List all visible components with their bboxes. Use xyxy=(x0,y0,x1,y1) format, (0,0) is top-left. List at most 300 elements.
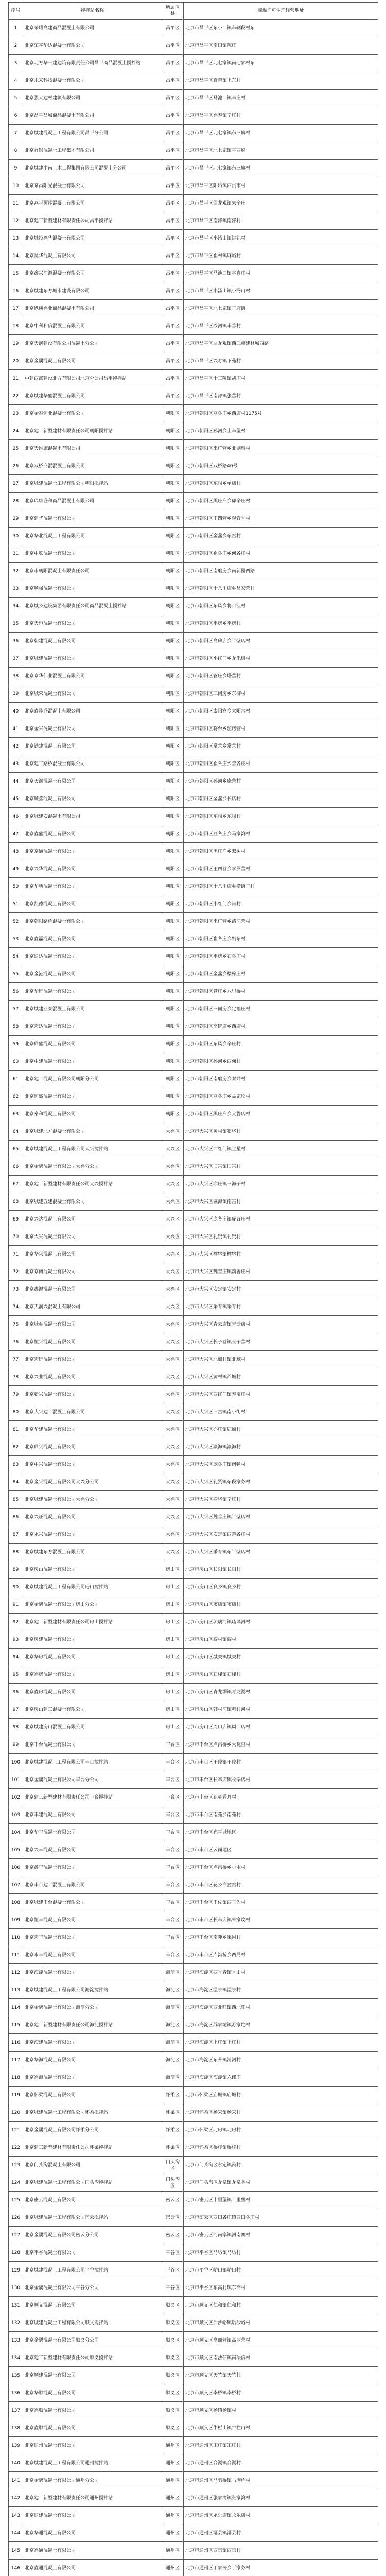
row-index: 125 xyxy=(9,2192,23,2209)
row-district: 大兴区 xyxy=(162,1263,184,1281)
row-address: 北京市丰台区长辛店镇长辛店村 xyxy=(184,1771,378,1789)
row-index: 43 xyxy=(9,755,23,773)
table-row xyxy=(9,2157,378,2174)
table-row xyxy=(9,387,378,405)
row-district: 海淀区 xyxy=(162,1981,184,1999)
row-index: 70 xyxy=(9,1228,23,1246)
row-station-name: 北京恒兴混凝土有限公司 xyxy=(23,1333,162,1351)
row-address: 北京市怀柔区杨宋镇杨宋村 xyxy=(184,2104,378,2122)
table-row xyxy=(9,2016,378,2034)
row-station-name: 北京华海混凝土有限公司 xyxy=(23,2052,162,2069)
row-station-name: 北京兴丰混凝土有限公司 xyxy=(23,1841,162,1859)
row-address: 北京市海淀区苏家坨镇苏家坨村 xyxy=(184,2016,378,2034)
table-row xyxy=(9,738,378,755)
row-address: 北京市朝阳区小红门乡肖村 xyxy=(184,895,378,913)
table-row xyxy=(9,1088,378,1106)
row-address: 北京市通州区西集镇西集村 xyxy=(184,2542,378,2560)
table-row xyxy=(9,1263,378,1281)
row-address: 北京市朝阳区来广营乡北湖渠村 xyxy=(184,440,378,457)
row-station-name: 北京城建混凝土工程有限公司通州搅拌站 xyxy=(23,2454,162,2472)
row-index: 124 xyxy=(9,2174,23,2192)
row-district: 昌平区 xyxy=(162,177,184,195)
row-district: 朝阳区 xyxy=(162,808,184,825)
row-station-name: 北京城建安混凝土有限公司 xyxy=(23,808,162,825)
row-district: 大兴区 xyxy=(162,1176,184,1193)
row-address: 北京市大兴区旧宫镇旧宫村 xyxy=(184,1158,378,1176)
row-address: 北京市通州区永乐店镇永乐店村 xyxy=(184,2507,378,2524)
row-station-name: 北京顺义混凝土有限公司 xyxy=(23,2297,162,2314)
row-district: 通州区 xyxy=(162,2560,184,2576)
row-district: 朝阳区 xyxy=(162,703,184,720)
table-row xyxy=(9,1579,378,1596)
row-station-name: 中建西部建设北方有限公司北京分公司昌平搅拌站 xyxy=(23,370,162,387)
table-body xyxy=(9,20,378,2576)
row-address: 北京市平谷区峪口镇峪口村 xyxy=(184,2262,378,2279)
table-row xyxy=(9,528,378,545)
row-index: 36 xyxy=(9,633,23,650)
table-row xyxy=(9,2402,378,2419)
row-index: 13 xyxy=(9,230,23,247)
row-index: 18 xyxy=(9,317,23,335)
row-address: 北京市朝阳区黑庄户乡郎辛庄村 xyxy=(184,493,378,510)
table-row xyxy=(9,1018,378,1036)
table-row xyxy=(9,2542,378,2560)
row-district: 大兴区 xyxy=(162,1141,184,1158)
table-row xyxy=(9,2244,378,2262)
row-index: 144 xyxy=(9,2524,23,2542)
table-row xyxy=(9,457,378,475)
row-station-name: 北京鼎兴混凝土有限公司 xyxy=(23,1438,162,1456)
row-district: 朝阳区 xyxy=(162,913,184,930)
row-district: 丰台区 xyxy=(162,1929,184,1946)
row-station-name: 北京宏远混凝土有限公司 xyxy=(23,1351,162,1368)
row-district: 丰台区 xyxy=(162,1841,184,1859)
row-index: 72 xyxy=(9,1263,23,1281)
row-index: 122 xyxy=(9,2139,23,2157)
row-station-name: 北京城建混凝土工程有限公司怀柔搅拌站 xyxy=(23,2104,162,2122)
row-address: 北京市朝阳区豆各庄乡孟家坟村 xyxy=(184,1088,378,1106)
row-index: 114 xyxy=(9,1999,23,2016)
row-district: 怀柔区 xyxy=(162,2122,184,2139)
row-station-name: 北京恒丰混凝土有限公司 xyxy=(23,1911,162,1929)
row-station-name: 北京宏达混凝土有限公司 xyxy=(23,1018,162,1036)
table-row xyxy=(9,1631,378,1649)
row-address: 北京市房山区周口店镇周口店村 xyxy=(184,1719,378,1736)
table-row xyxy=(9,1561,378,1579)
row-station-name: 北京城建混凝土工程有限公司海淀搅拌站 xyxy=(23,1981,162,1999)
row-index: 24 xyxy=(9,422,23,440)
row-index: 6 xyxy=(9,107,23,125)
row-station-name: 北京天润混凝土有限公司 xyxy=(23,773,162,790)
row-district: 昌平区 xyxy=(162,352,184,370)
row-station-name: 北京平谷混凝土有限公司 xyxy=(23,2244,162,2262)
row-station-name: 北京建工新型建材有限责任公司房山搅拌站 xyxy=(23,1614,162,1631)
row-address: 北京市房山区窦店镇窦店村 xyxy=(184,1596,378,1614)
table-row xyxy=(9,352,378,370)
row-station-name: 北京华房混凝土有限公司 xyxy=(23,1649,162,1666)
row-station-name: 北京顺鑫混凝土有限公司 xyxy=(23,790,162,808)
row-station-name: 北京昌平昌城商品混凝土有限公司 xyxy=(23,107,162,125)
row-district: 通州区 xyxy=(162,2524,184,2542)
row-index: 35 xyxy=(9,615,23,633)
row-district: 海淀区 xyxy=(162,2016,184,2034)
row-index: 129 xyxy=(9,2262,23,2279)
row-address: 北京市通州区张家湾镇张家湾村 xyxy=(184,2489,378,2507)
row-index: 133 xyxy=(9,2332,23,2349)
row-address: 北京市丰台区王佐镇西王佐村 xyxy=(184,1894,378,1911)
row-station-name: 北京城建丰台混凝土有限公司 xyxy=(23,1894,162,1911)
table-row xyxy=(9,983,378,1001)
row-index: 66 xyxy=(9,1158,23,1176)
table-row xyxy=(9,2314,378,2332)
row-index: 101 xyxy=(9,1771,23,1789)
row-district: 通州区 xyxy=(162,2454,184,2472)
table-row xyxy=(9,1316,378,1333)
row-address: 北京市房山区琉璃河镇琉璃河村 xyxy=(184,1614,378,1631)
row-address: 北京市朝阳区孙河乡西甸村 xyxy=(184,1053,378,1071)
row-index: 73 xyxy=(9,1281,23,1298)
row-address: 北京市朝阳区豆各庄乡西店村1175号 xyxy=(184,405,378,422)
row-index: 83 xyxy=(9,1456,23,1473)
row-station-name: 北京永丰混凝土有限公司 xyxy=(23,1946,162,1964)
row-index: 104 xyxy=(9,1824,23,1841)
row-district: 昌平区 xyxy=(162,160,184,177)
table-row xyxy=(9,1333,378,1351)
row-address: 北京市朝阳区将台乡驼房营村 xyxy=(184,720,378,738)
row-index: 127 xyxy=(9,2227,23,2244)
table-row xyxy=(9,1789,378,1806)
row-index: 71 xyxy=(9,1246,23,1263)
table-row xyxy=(9,1754,378,1771)
table-row xyxy=(9,1806,378,1824)
row-index: 84 xyxy=(9,1473,23,1491)
row-index: 50 xyxy=(9,878,23,895)
row-station-name: 北京城建混凝土工程有限公司房山搅拌站 xyxy=(23,1579,162,1596)
row-district: 平谷区 xyxy=(162,2279,184,2297)
row-district: 昌平区 xyxy=(162,370,184,387)
table-row xyxy=(9,475,378,493)
table-row xyxy=(9,1368,378,1386)
row-station-name: 北京强大建材建筑有限公司 xyxy=(23,90,162,107)
row-address: 北京市通州区马驹桥镇马驹桥村 xyxy=(184,2472,378,2489)
row-station-name: 北京建工新型建材有限责任公司昌平搅拌站 xyxy=(23,212,162,230)
row-station-name: 北京房山建工混凝土有限公司 xyxy=(23,1701,162,1719)
row-station-name: 北京城建混凝土工程有限公司朝阳搅拌站 xyxy=(23,475,162,493)
table-row xyxy=(9,160,378,177)
row-address: 北京市通州区台湖镇台湖村 xyxy=(184,2454,378,2472)
table-row xyxy=(9,107,378,125)
row-district: 大兴区 xyxy=(162,1386,184,1403)
row-index: 28 xyxy=(9,493,23,510)
row-district: 朝阳区 xyxy=(162,983,184,1001)
row-index: 87 xyxy=(9,1526,23,1544)
row-address: 北京市昌平区南邵镇张营村 xyxy=(184,387,378,405)
table-row xyxy=(9,1071,378,1088)
row-index: 105 xyxy=(9,1841,23,1859)
row-district: 丰台区 xyxy=(162,1911,184,1929)
row-index: 90 xyxy=(9,1579,23,1596)
row-address: 北京市顺义区牛栏山镇牛栏山村 xyxy=(184,2419,378,2437)
table-row xyxy=(9,300,378,317)
table-row xyxy=(9,2279,378,2297)
row-district: 密云区 xyxy=(162,2227,184,2244)
row-district: 大兴区 xyxy=(162,1193,184,1211)
table-row xyxy=(9,37,378,55)
row-index: 4 xyxy=(9,72,23,90)
row-station-name: 北京燕平预拌混凝土有限公司 xyxy=(23,195,162,212)
row-index: 100 xyxy=(9,1754,23,1771)
row-index: 121 xyxy=(9,2122,23,2139)
row-index: 95 xyxy=(9,1666,23,1684)
table-row xyxy=(9,1684,378,1701)
row-index: 51 xyxy=(9,895,23,913)
row-district: 朝阳区 xyxy=(162,965,184,983)
table-row xyxy=(9,20,378,37)
row-address: 北京市大兴区礼贤镇东段家务村 xyxy=(184,1473,378,1491)
row-station-name: 北京城建房山混凝土有限公司 xyxy=(23,1719,162,1736)
row-index: 65 xyxy=(9,1141,23,1158)
table-row xyxy=(9,790,378,808)
row-index: 69 xyxy=(9,1211,23,1228)
row-address: 北京市顺义区高丽营镇高丽营村 xyxy=(184,2332,378,2349)
row-address: 北京市海淀区东升镇清河村 xyxy=(184,2052,378,2069)
row-station-name: 北京密云混凝土有限公司 xyxy=(23,2192,162,2209)
table-row xyxy=(9,2489,378,2507)
row-station-name: 北京兴房混凝土有限公司 xyxy=(23,1666,162,1684)
row-station-name: 北京华新混凝土有限公司 xyxy=(23,878,162,895)
row-station-name: 北京鑫兴汇源混凝土有限公司 xyxy=(23,265,162,282)
row-address: 北京市海淀区温泉镇温泉村 xyxy=(184,1981,378,1999)
row-station-name: 北京朝建混凝土有限公司 xyxy=(23,633,162,650)
row-address: 北京市怀柔区北房镇北房村 xyxy=(184,2122,378,2139)
row-index: 115 xyxy=(9,2016,23,2034)
row-station-name: 北京未来科技混凝土有限公司 xyxy=(23,72,162,90)
row-index: 110 xyxy=(9,1929,23,1946)
table-row xyxy=(9,1596,378,1614)
table-row xyxy=(9,1859,378,1876)
table-row xyxy=(9,1736,378,1754)
row-station-name: 北京昊华混凝土有限公司 xyxy=(23,247,162,265)
row-address: 北京市朝阳区豆各庄乡马家湾村 xyxy=(184,825,378,843)
row-index: 29 xyxy=(9,510,23,528)
row-index: 145 xyxy=(9,2542,23,2560)
table-row xyxy=(9,1158,378,1176)
row-district: 大兴区 xyxy=(162,1333,184,1351)
row-index: 88 xyxy=(9,1544,23,1561)
table-row xyxy=(9,247,378,265)
table-row xyxy=(9,2560,378,2576)
row-district: 房山区 xyxy=(162,1684,184,1701)
row-district: 海淀区 xyxy=(162,2034,184,2052)
row-index: 139 xyxy=(9,2437,23,2454)
row-address: 北京市密云区西田各庄镇西田各庄村 xyxy=(184,2209,378,2227)
table-row xyxy=(9,1824,378,1841)
row-address: 北京市房山区长阳镇长阳村 xyxy=(184,1561,378,1579)
table-row xyxy=(9,1281,378,1298)
row-address: 北京市朝阳区王四营乡孛罗营村 xyxy=(184,860,378,878)
row-index: 25 xyxy=(9,440,23,457)
row-index: 78 xyxy=(9,1368,23,1386)
row-station-name: 北京通达混凝土有限公司 xyxy=(23,948,162,965)
row-district: 密云区 xyxy=(162,2192,184,2209)
row-address: 北京市海淀区上庄镇上庄村 xyxy=(184,2034,378,2052)
row-index: 102 xyxy=(9,1789,23,1806)
row-address: 北京市大兴区庞各庄镇南顿村 xyxy=(184,1456,378,1473)
table-row xyxy=(9,72,378,90)
row-station-name: 北京鑫顺混凝土有限公司 xyxy=(23,2419,162,2437)
row-station-name: 北京大兴混凝土有限公司 xyxy=(23,1228,162,1246)
row-district: 朝阳区 xyxy=(162,668,184,685)
row-index: 120 xyxy=(9,2104,23,2122)
row-station-name: 北京城建混凝土有限公司 xyxy=(23,650,162,668)
row-district: 朝阳区 xyxy=(162,1053,184,1071)
row-address: 北京市大兴区庞各庄镇庞各庄村 xyxy=(184,1211,378,1228)
row-address: 北京市朝阳区来广营乡清河营村 xyxy=(184,913,378,930)
row-index: 142 xyxy=(9,2489,23,2507)
row-district: 海淀区 xyxy=(162,1999,184,2016)
row-district: 昌平区 xyxy=(162,317,184,335)
row-district: 昌平区 xyxy=(162,37,184,55)
row-district: 朝阳区 xyxy=(162,633,184,650)
row-district: 昌平区 xyxy=(162,247,184,265)
table-row xyxy=(9,2524,378,2542)
row-index: 54 xyxy=(9,948,23,965)
table-row xyxy=(9,2472,378,2489)
row-address: 北京市昌平区北七家镇平西府 xyxy=(184,142,378,160)
row-district: 丰台区 xyxy=(162,1789,184,1806)
row-address: 北京市顺义区天竺镇天竺村 xyxy=(184,2367,378,2384)
row-station-name: 北京城荣混凝土有限公司 xyxy=(23,685,162,703)
row-station-name: 北京天维康混凝土有限公司 xyxy=(23,440,162,457)
row-district: 昌平区 xyxy=(162,282,184,300)
row-district: 大兴区 xyxy=(162,1246,184,1263)
row-district: 朝阳区 xyxy=(162,528,184,545)
row-station-name: 北京通州混凝土有限公司 xyxy=(23,2437,162,2454)
row-index: 140 xyxy=(9,2454,23,2472)
row-district: 顺义区 xyxy=(162,2419,184,2437)
table-row xyxy=(9,965,378,983)
row-index: 131 xyxy=(9,2297,23,2314)
row-index: 91 xyxy=(9,1596,23,1614)
row-address: 北京市朝阳区金盏乡长店村 xyxy=(184,790,378,808)
row-address: 北京市朝阳区东风乡辛庄村 xyxy=(184,1036,378,1053)
row-station-name: 北京天润兴混凝土有限公司 xyxy=(23,1298,162,1316)
row-index: 112 xyxy=(9,1964,23,1981)
row-address: 北京市昌平区北七家镇东三旗村 xyxy=(184,160,378,177)
table-row xyxy=(9,1509,378,1526)
row-address: 北京市昌平区沙河镇丰善村 xyxy=(184,317,378,335)
row-address: 北京市通州区宋庄镇宋庄村 xyxy=(184,2437,378,2454)
table-row xyxy=(9,2297,378,2314)
row-index: 1 xyxy=(9,20,23,37)
row-district: 昌平区 xyxy=(162,300,184,317)
row-district: 朝阳区 xyxy=(162,457,184,475)
row-address: 北京市昌平区北七家镇南七家村东 xyxy=(184,55,378,72)
row-index: 113 xyxy=(9,1981,23,1999)
row-district: 大兴区 xyxy=(162,1123,184,1141)
row-index: 107 xyxy=(9,1876,23,1894)
row-address: 北京市大兴区魏善庄镇魏善庄村 xyxy=(184,1263,378,1281)
row-address: 北京市朝阳区平房乡石各庄村 xyxy=(184,948,378,965)
row-district: 朝阳区 xyxy=(162,563,184,580)
row-district: 朝阳区 xyxy=(162,1071,184,1088)
row-station-name: 北京城乡混凝土有限公司 xyxy=(23,1316,162,1333)
row-district: 朝阳区 xyxy=(162,440,184,457)
row-district: 朝阳区 xyxy=(162,1018,184,1036)
row-district: 朝阳区 xyxy=(162,1036,184,1053)
table-row xyxy=(9,2262,378,2279)
row-station-name: 北京恒盛混凝土有限公司 xyxy=(23,1088,162,1106)
row-index: 5 xyxy=(9,90,23,107)
row-station-name: 北京金隅混凝土有限公司顺义分公司 xyxy=(23,2332,162,2349)
row-district: 昌平区 xyxy=(162,230,184,247)
row-address: 北京市大兴区瀛海镇南宫村 xyxy=(184,1193,378,1211)
row-station-name: 北京兴达混凝土有限公司 xyxy=(23,1211,162,1228)
row-address: 北京市顺义区仁和镇仁和村 xyxy=(184,2297,378,2314)
row-address: 北京市昌平区北七家镇东三旗村 xyxy=(184,125,378,142)
row-index: 67 xyxy=(9,1176,23,1193)
row-station-name: 北京建工混凝土有限公司朝阳分公司 xyxy=(23,1071,162,1088)
table-row xyxy=(9,510,378,528)
row-index: 60 xyxy=(9,1053,23,1071)
row-index: 56 xyxy=(9,983,23,1001)
row-index: 8 xyxy=(9,142,23,160)
row-station-name: 北京鑫丰混凝土有限公司 xyxy=(23,1859,162,1876)
table-row xyxy=(9,1946,378,1964)
row-address: 北京市大兴区旧宫镇南小街村 xyxy=(184,1403,378,1421)
row-district: 朝阳区 xyxy=(162,650,184,668)
table-row xyxy=(9,615,378,633)
row-district: 昌平区 xyxy=(162,212,184,230)
row-district: 海淀区 xyxy=(162,2069,184,2087)
row-station-name: 北京永兴混凝土有限公司 xyxy=(23,1526,162,1544)
table-row xyxy=(9,598,378,615)
row-district: 朝阳区 xyxy=(162,1088,184,1106)
table-row xyxy=(9,370,378,387)
row-address: 北京市丰台区卢沟桥乡小屯村 xyxy=(184,1859,378,1876)
row-district: 通州区 xyxy=(162,2542,184,2560)
row-station-name: 北京通建混凝土有限公司 xyxy=(23,2507,162,2524)
table-row xyxy=(9,895,378,913)
row-address: 北京市朝阳区管庄乡塔营村 xyxy=(184,668,378,685)
row-address: 北京市昌平区崔村镇麻峪村 xyxy=(184,247,378,265)
table-row xyxy=(9,2454,378,2472)
row-station-name: 北京城建东方城市建设有限公司 xyxy=(23,282,162,300)
row-address: 北京市海淀区海淀镇六郎庄 xyxy=(184,2069,378,2087)
row-station-name: 北京顺建混凝土有限公司 xyxy=(23,2367,162,2384)
row-station-name: 北京城建混凝土工程有限公司昌平分公司 xyxy=(23,125,162,142)
table-row xyxy=(9,633,378,650)
row-district: 朝阳区 xyxy=(162,930,184,948)
row-station-name: 北京金隅混凝土有限公司大兴分公司 xyxy=(23,1158,162,1176)
table-row xyxy=(9,2034,378,2052)
row-station-name: 北京城投兴华混凝土有限公司 xyxy=(23,230,162,247)
row-station-name: 北京房建混凝土有限公司 xyxy=(23,1631,162,1649)
table-row xyxy=(9,843,378,860)
row-index: 11 xyxy=(9,195,23,212)
row-station-name: 北京城建混凝土有限公司大兴分公司 xyxy=(23,1491,162,1509)
row-index: 12 xyxy=(9,212,23,230)
row-station-name: 北京金隅混凝土有限公司平谷分公司 xyxy=(23,2279,162,2297)
row-address: 北京市大兴区西红门镇寿宝庄村 xyxy=(184,1386,378,1403)
row-station-name: 北京城建混凝土工程有限公司顺义搅拌站 xyxy=(23,2314,162,2332)
row-address: 北京市大兴区礼贤镇礼贤村 xyxy=(184,1228,378,1246)
row-index: 77 xyxy=(9,1351,23,1368)
table-row xyxy=(9,2349,378,2367)
row-address: 北京市海淀区四季青镇香山村 xyxy=(184,1964,378,1981)
row-station-name: 北京金兴混凝土有限公司 xyxy=(23,720,162,738)
row-address: 北京市大兴区黄村镇狼垡村 xyxy=(184,1123,378,1141)
